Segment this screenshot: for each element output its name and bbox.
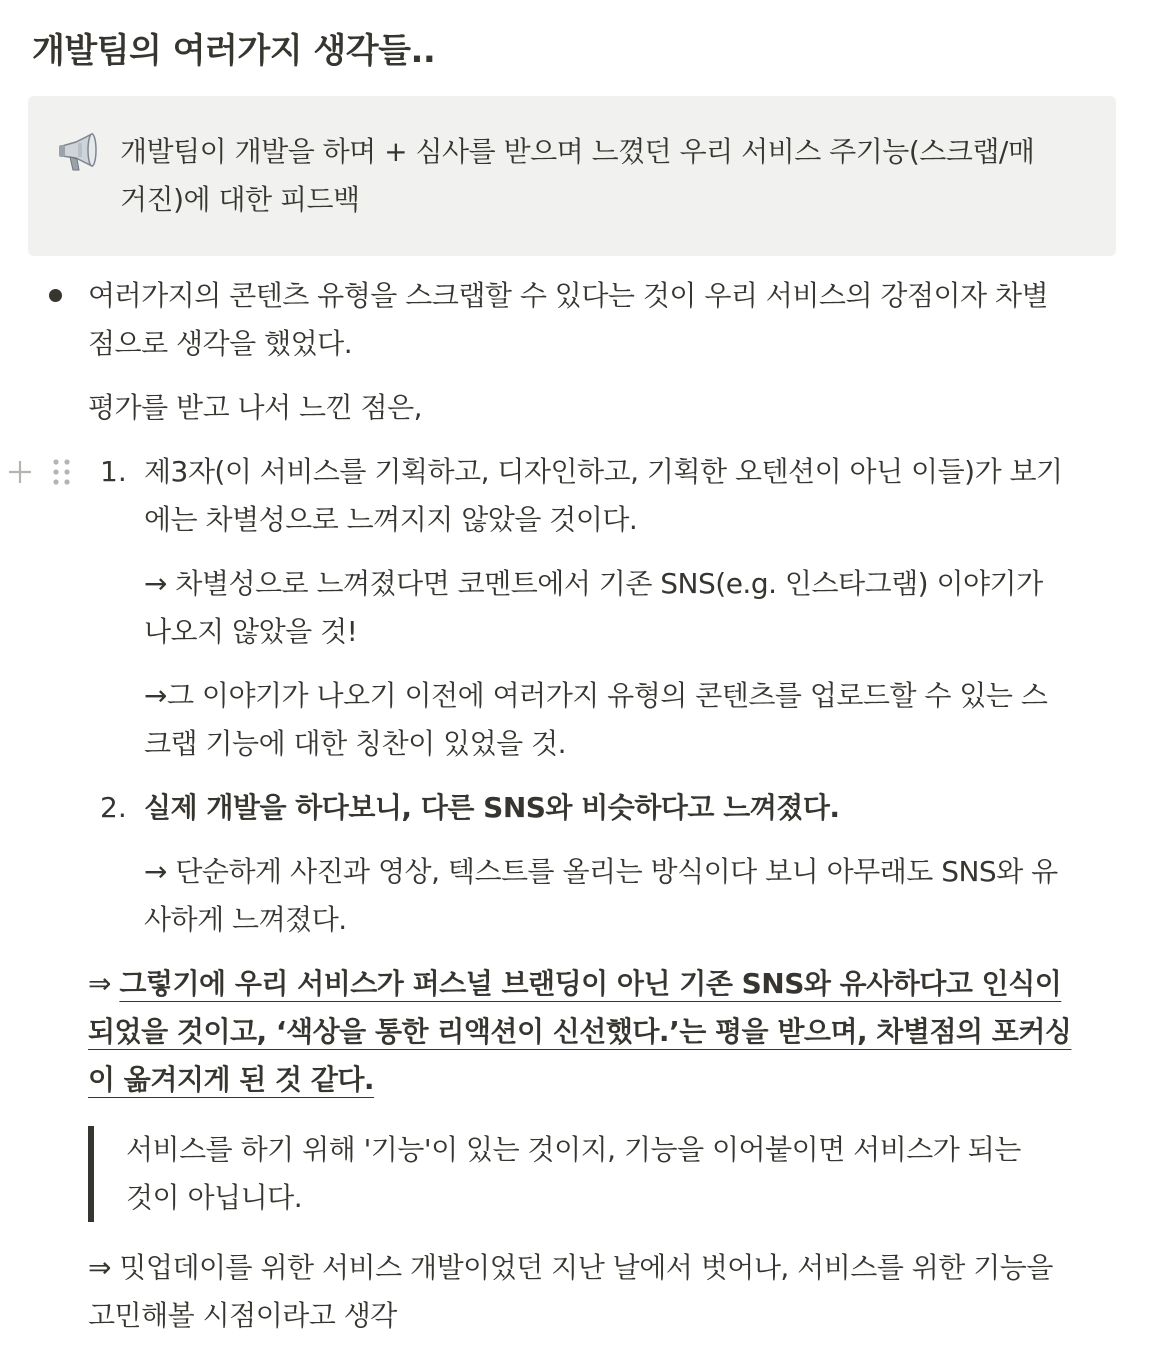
list-item-1-note-2-line-1: →그 이야기가 나오기 이전에 여러가지 유형의 콘텐츠를 업로드할 수 있는 스 [144,679,1048,712]
list-item-1-note-2-line-2: 크랩 기능에 대한 칭찬이 있었을 것. [144,727,567,760]
quote-line-2: 것이 아닙니다. [126,1181,303,1214]
bullet-line-2: 점으로 생각을 했었다. [88,327,353,360]
conclusion-text-1: 그렇기에 우리 서비스가 퍼스널 브랜딩이 아닌 기존 SNS와 유사하다고 인식이 [119,967,1062,1000]
bullet-line-1: 여러가지의 콘텐츠 유형을 스크랩할 수 있다는 것이 우리 서비스의 강점이자 차별 [88,279,1049,312]
bullet-dot [49,289,62,302]
conclusion-line-2: 되었을 것이고, ‘색상을 통한 리액션이 신선했다.’는 평을 받으며, 차별점의 포커싱 [88,1015,1072,1048]
megaphone-icon [56,130,100,174]
conclusion-arrow: ⇒ [88,967,120,1000]
add-block-icon[interactable] [6,458,34,486]
list-item-2-note-1-line-2: 사하게 느껴졌다. [144,903,347,936]
list-item-1-line-2: 에는 차별성으로 느껴지지 않았을 것이다. [144,503,638,536]
list-number-1: 1. [100,455,127,488]
callout-text [120,128,1086,224]
quote-bar [88,1126,94,1222]
list-item-1-line-1: 제3자(이 서비스를 기획하고, 디자인하고, 기획한 오텐션이 아닌 이들)가 보기 [144,455,1063,488]
bullet-subtext: 평가를 받고 나서 느낀 점은, [88,391,423,424]
list-item-2-line-1: 실제 개발을 하다보니, 다른 SNS와 비슷하다고 느껴졌다. [144,791,840,824]
quote-line-1: 서비스를 하기 위해 '기능'이 있는 것이지, 기능을 이어붙이면 서비스가 되는 [126,1133,1021,1166]
final-line-1: ⇒ 밋업데이를 위한 서비스 개발이었던 지난 날에서 벗어나, 서비스를 위한 기능을 [88,1251,1053,1284]
page-heading: 개발팀의 여러가지 생각들.. [32,31,436,71]
list-item-1-note-1-line-2: 나오지 않았을 것! [144,615,358,648]
list-item-1-note-1-line-1: → 차별성으로 느껴졌다면 코멘트에서 기존 SNS(e.g. 인스타그램) 이야기가 [144,567,1043,600]
final-line-2: 고민해볼 시점이라고 생각 [88,1299,397,1332]
list-item-2-note-1-line-1: → 단순하게 사진과 영상, 텍스트를 올리는 방식이다 보니 아무래도 SNS와 유 [144,855,1058,888]
callout-block [28,96,1116,256]
conclusion-line-1 [88,960,1061,1008]
drag-handle-icon[interactable] [48,456,76,488]
conclusion-line-3: 이 옮겨지게 된 것 같다. [88,1063,375,1096]
list-number-2: 2. [100,791,127,824]
callout-line-2: 거진)에 대한 피드백 [120,183,360,216]
callout-line-1: 개발팀이 개발을 하며 + 심사를 받으며 느꼈던 우리 서비스 주기능(스크랩/매 [120,135,1035,168]
